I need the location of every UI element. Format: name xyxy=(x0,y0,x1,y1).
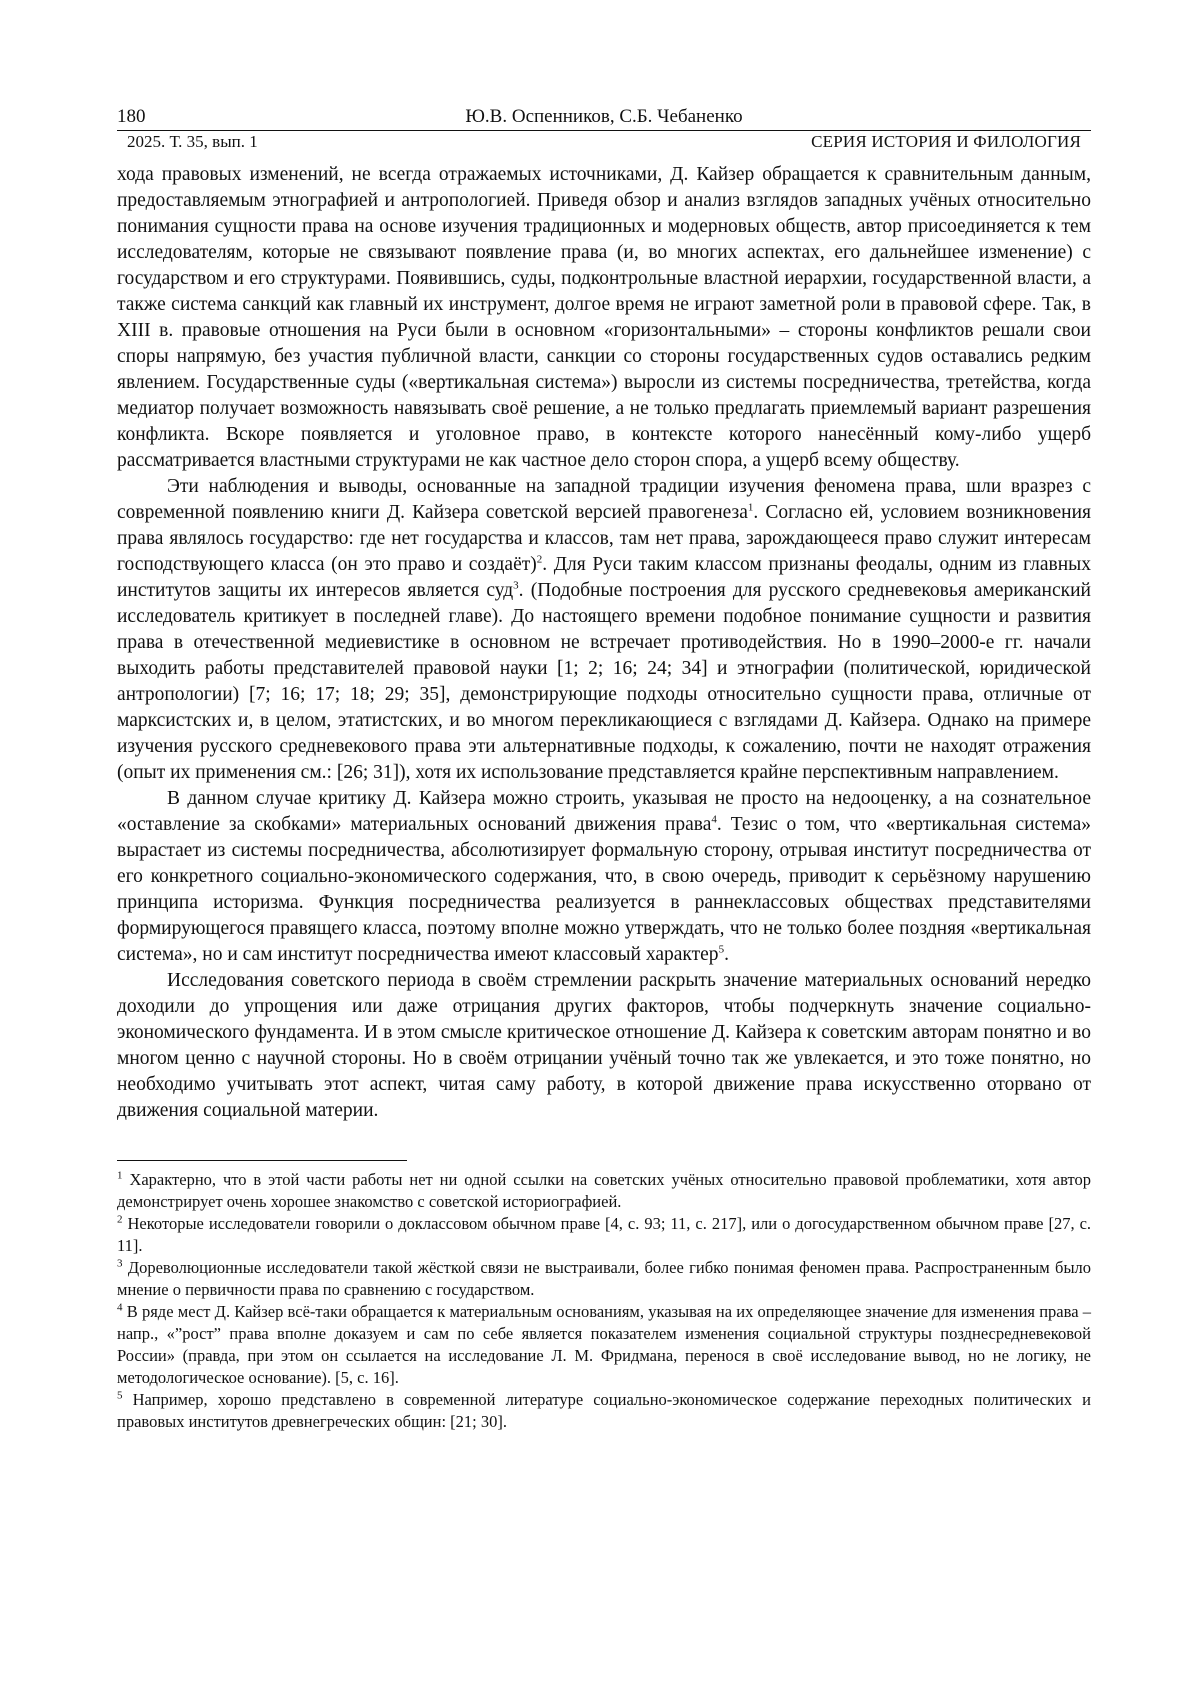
paragraph-text: . Согласно ей, условием возникновения права являлось государство: где нет государства и классов, там нет права, зарождающееся право служит интересам господствующего класса (он это право и создаёт) xyxy=(117,502,1091,575)
paragraph-text: . (Подобные построения для русского средневековья американский исследователь критикует в последней главе). До настоящего времени подобное понимание сущности и развития права в отечественной медиевистике в основном не встречает противодействия. Но в 1990–2000-е гг. начали выходить работы представителей правовой науки [1; 2; 16; 24; 34] и этнографии (политической, юридической антропологии) [7; 16; 17; 18; 29; 35], демонстрирующие подходы относительно сущности права, отличные от марксистских и, в целом, этатистских, и во многом перекликающиеся с взглядами Д. Кайзера. Однако на примере изучения русского средневекового права эти альтернативные подходы, к сожалению, почти не находят отражения (опыт их применения см.: [26; 31]), хотя их использование представляется крайне перспективным направлением. xyxy=(117,580,1091,783)
paragraph xyxy=(117,474,1091,786)
footnote-number: 5 xyxy=(117,1390,123,1402)
paragraph xyxy=(117,786,1091,968)
paragraph-text: . Тезис о том, что «вертикальная система» вырастает из системы посредничества, абсолютизирует формальную сторону, отрывая институт посредничества от его конкретного социально-экономического содержания, что, в свою очередь, приводит к серьёзному нарушению принципа историзма. Функция посредничества реализуется в раннеклассовых обществах представителями формирующегося правящего класса, поэтому вполне можно утверждать, что не только более поздняя «вертикальная система», но и сам институт посредничества имеют классовый характер xyxy=(117,814,1091,965)
footnote xyxy=(117,1301,1091,1389)
footnote-ref: 4 xyxy=(711,814,717,826)
running-header-authors: Ю.В. Оспенников, С.Б. Чебаненко xyxy=(117,106,1091,128)
footnote-text: Характерно, что в этой части работы нет ни одной ссылки на советских учёных относительно правовой проблематики, хотя автор демонстрирует очень хорошее знакомство с советской историографией. xyxy=(117,1170,1091,1211)
paragraph xyxy=(117,968,1091,1124)
paragraph-text: В данном случае критику Д. Кайзера можно строить, указывая не просто на недооценку, а на сознательное «оставление за скобками» материальных оснований движения права xyxy=(117,788,1091,835)
footnote-number: 2 xyxy=(117,1214,123,1226)
footnote xyxy=(117,1213,1091,1257)
running-header xyxy=(117,106,1091,128)
footnote-ref: 5 xyxy=(719,944,725,956)
page-number: 180 xyxy=(117,106,146,128)
main-text xyxy=(117,162,1091,1124)
footnote-text: Например, хорошо представлено в современной литературе социально-экономическое содержание переходных политических и правовых институтов древнегреческих общин: [21; 30]. xyxy=(117,1390,1091,1431)
paragraph xyxy=(117,162,1091,474)
issue-info: 2025. Т. 35, вып. 1 xyxy=(127,132,258,152)
footnote-separator xyxy=(117,1160,407,1161)
paragraph-text: хода правовых изменений, не всегда отражаемых источниками, Д. Кайзер обращается к сравнительным данным, предоставляемым этнографией и антропологией. Приведя обзор и анализ взглядов западных учёных относительно понимания сущности права на основе изучения традиционных и модерновых обществ, автор присоединяется к тем исследователям, которые не связывают появление права (и, во многих аспектах, его дальнейшее изменение) с государством и его структурами. Появившись, суды, подконтрольные властной иерархии, государственной власти, а также система санкций как главный их инструмент, долгое время не играют заметной роли в правовой сфере. Так, в XIII в. правовые отношения на Руси были в основном «горизонтальными» – стороны конфликтов решали свои споры напрямую, без участия публичной власти, санкции со стороны государственных судов оставались редким явлением. Государственные суды («вертикальная система») выросли из системы посредничества, третейства, когда медиатор получает возможность навязывать своё решение, а не только предлагать приемлемый вариант разрешения конфликта. Вскоре появляется и уголовное право, в контексте которого нанесённый кому-либо ущерб рассматривается властными структурами не как частное дело сторон спора, а ущерб всему обществу. xyxy=(117,164,1091,471)
paragraph-text: Исследования советского периода в своём стремлении раскрыть значение материальных оснований нередко доходили до упрощения или даже отрицания других факторов, чтобы подчеркнуть значение социально-экономического фундамента. И в этом смысле критическое отношение Д. Кайзера к советским авторам понятно и во многом ценно с научной стороны. Но в своём отрицании учёный точно так же увлекается, и это тоже понятно, но необходимо учитывать этот аспект, читая саму работу, в которой движение права искусственно оторвано от движения социальной материи. xyxy=(117,970,1091,1121)
footnote-number: 3 xyxy=(117,1258,123,1270)
paragraph-text: . xyxy=(724,944,729,965)
footnote xyxy=(117,1389,1091,1433)
article-page xyxy=(117,106,1091,1433)
footnotes xyxy=(117,1169,1091,1433)
journal-line xyxy=(117,130,1091,152)
footnote xyxy=(117,1257,1091,1301)
footnote-number: 1 xyxy=(117,1170,123,1182)
paragraph-text: . Для Руси таким классом признаны феодалы, одним из главных институтов защиты их интересов является суд xyxy=(117,554,1091,601)
footnote-ref: 3 xyxy=(513,580,519,592)
paragraph-text: Эти наблюдения и выводы, основанные на западной традиции изучения феномена права, шли вразрез с современной появлению книги Д. Кайзера советской версией правогенеза xyxy=(117,476,1091,523)
footnote-text: В ряде мест Д. Кайзер всё-таки обращается к материальным основаниям, указывая на их определяющее значение для изменения права – напр., «”рост” права вполне доказуем и сам по себе является показателем изменения социальной структуры позднесредневековой России» (правда, при этом он ссылается на исследование Л. М. Фридмана, перенося в своё исследование вывод, но не логику, не методологическое основание). [5, с. 16]. xyxy=(117,1302,1091,1387)
footnote-number: 4 xyxy=(117,1302,123,1314)
footnote-text: Некоторые исследователи говорили о доклассовом обычном праве [4, с. 93; 11, с. 217], или о догосударственном обычном праве [27, с. 11]. xyxy=(117,1214,1091,1255)
footnote-text: Дореволюционные исследователи такой жёсткой связи не выстраивали, более гибко понимая феномен права. Распространенным было мнение о первичности права по сравнению с государством. xyxy=(117,1258,1091,1299)
footnote-ref: 2 xyxy=(537,554,543,566)
footnote xyxy=(117,1169,1091,1213)
series-title: СЕРИЯ ИСТОРИЯ И ФИЛОЛОГИЯ xyxy=(811,132,1081,152)
footnote-ref: 1 xyxy=(748,502,754,514)
